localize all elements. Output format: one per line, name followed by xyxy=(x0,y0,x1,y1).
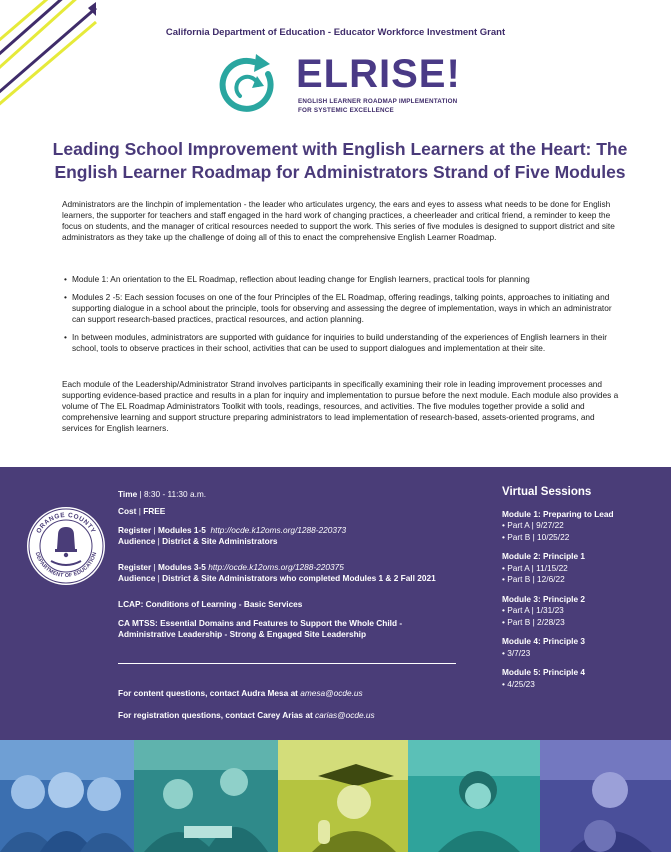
students-photo-1 xyxy=(0,740,134,852)
module-3-schedule: Module 3: Principle 2 • Part A | 1/31/23 • Part B | 2/28/23 xyxy=(502,593,585,627)
divider xyxy=(118,663,456,664)
svg-text:ORANGE COUNTY: ORANGE COUNTY xyxy=(35,511,97,535)
intro-paragraph: Administrators are the linchpin of implementation - the leader who articulates urgency, the ears and eyes to assess what needs to be done for English learners, the supporter for teachers and staff engaged in the hard work of changing practices, a cheerleader and critical friend, a reminder to keep the focus on students, and the manager of critical resources needed to support the work. This series of five modules is designed to support district and site administrators as they take up the challenge of doing all of this to enact the comprehensive English Learner Roadmap. xyxy=(62,199,615,242)
registration-email-link[interactable]: carias@ocde.us xyxy=(315,710,375,720)
register-link-1[interactable]: http://ocde.k12oms.org/1288-220373 xyxy=(210,525,347,535)
mtss-row: CA MTSS: Essential Domains and Features to Support the Whole Child - Administrative Leadership - Strong & Engaged Site Leadership xyxy=(118,618,403,639)
module-bullet-list xyxy=(64,274,622,361)
page-title: Leading School Improvement with English Learners at the Heart: The English Learner Roadmap for Administrators Strand of Five Modules xyxy=(52,139,628,182)
reading-student-photo xyxy=(540,740,671,852)
closing-paragraph: Each module of the Leadership/Administrator Strand involves participants in specifically examining their role in leading improvement processes and supporting evidence-based practice and results in a plan for inquiry and implementation to pursue before the next module. Each module also provides a volume of The EL Roadmap Administrators Toolkit with tools, readings, resources, and activities. The five modules together provide a solid and comprehensive learning and support structure preparing administrators to lead implementation of research-based, assets-oriented programs, and services for English learners. xyxy=(62,379,619,433)
graduate-photo xyxy=(278,740,408,852)
grant-header: California Department of Education - Educator Workforce Investment Grant xyxy=(165,27,506,38)
audience-row-2: Audience | District & Site Administrators who completed Modules 1 & 2 Fall 2021 xyxy=(118,573,436,583)
cost-row: Cost | FREE xyxy=(118,506,166,516)
module-5-schedule: Module 5: Principle 4 • 4/25/23 xyxy=(502,667,585,689)
register-link-2[interactable]: http://ocde.k12oms.org/1288-220375 xyxy=(208,562,344,572)
svg-text:DEPARTMENT OF EDUCATION: DEPARTMENT OF EDUCATION xyxy=(33,551,99,580)
register-row-1: Register | Modules 1-5 http://ocde.k12oms.org/1288-220373 xyxy=(118,525,347,535)
module-2-schedule: Module 2: Principle 1 • Part A | 11/15/22 • Part B | 12/6/22 xyxy=(502,551,585,584)
module-1-schedule: Module 1: Preparing to Lead • Part A | 9/27/22 • Part B | 10/25/22 xyxy=(502,508,614,542)
content-email-link[interactable]: amesa@ocde.us xyxy=(300,688,363,698)
student-portrait-photo xyxy=(408,740,540,852)
virtual-sessions xyxy=(502,487,667,698)
module-4-schedule: Module 4: Principle 3 • 3/7/23 xyxy=(502,636,585,658)
logo-subtitle: ENGLISH LEARNER ROADMAP IMPLEMENTATION FOR SYSTEMIC EXCELLENCE xyxy=(298,98,458,114)
list-item: • Modules 2 -5: Each session focuses on one of the four Principles of the EL Roadmap, offering readings, talking points, approaches to initiating and supporting dialogue in a school about the principle, tools for observing and assessing the degree of implementation, ways in which an administrator can support research-based practices, practical resources, and action planning. xyxy=(64,292,622,325)
audience-row-1: Audience | District & Site Administrators xyxy=(118,536,278,546)
lcap-row: LCAP: Conditions of Learning - Basic Services xyxy=(118,599,303,609)
info-panel xyxy=(0,467,671,740)
photo-strip xyxy=(0,740,671,852)
content-contact: For content questions, contact Audra Mesa at amesa@ocde.us xyxy=(118,688,363,698)
students-photo-2 xyxy=(134,740,278,852)
time-row: Time | 8:30 - 11:30 a.m. xyxy=(118,489,207,499)
decorative-stripes xyxy=(0,0,120,110)
rise-arrow-icon xyxy=(216,52,282,118)
list-item: • Module 1: An orientation to the EL Roadmap, reflection about leading change for English learners, practical tools for planning xyxy=(64,274,622,285)
elrise-logo xyxy=(216,52,476,124)
logo-wordmark: ELRISE! xyxy=(296,52,461,96)
registration-contact: For registration questions, contact Carey Arias at carias@ocde.us xyxy=(118,710,375,720)
list-item: • In between modules, administrators are supported with guidance for inquiries to build understanding of the experiences of English learners in their school, tools to observe practices in their school, activities that can be used to support dialogues and implementation at their site. xyxy=(64,332,622,354)
ocde-seal-icon xyxy=(25,505,107,587)
sessions-title: Virtual Sessions xyxy=(502,486,592,498)
register-row-2: Register | Modules 3-5 http://ocde.k12oms.org/1288-220375 xyxy=(118,562,344,572)
